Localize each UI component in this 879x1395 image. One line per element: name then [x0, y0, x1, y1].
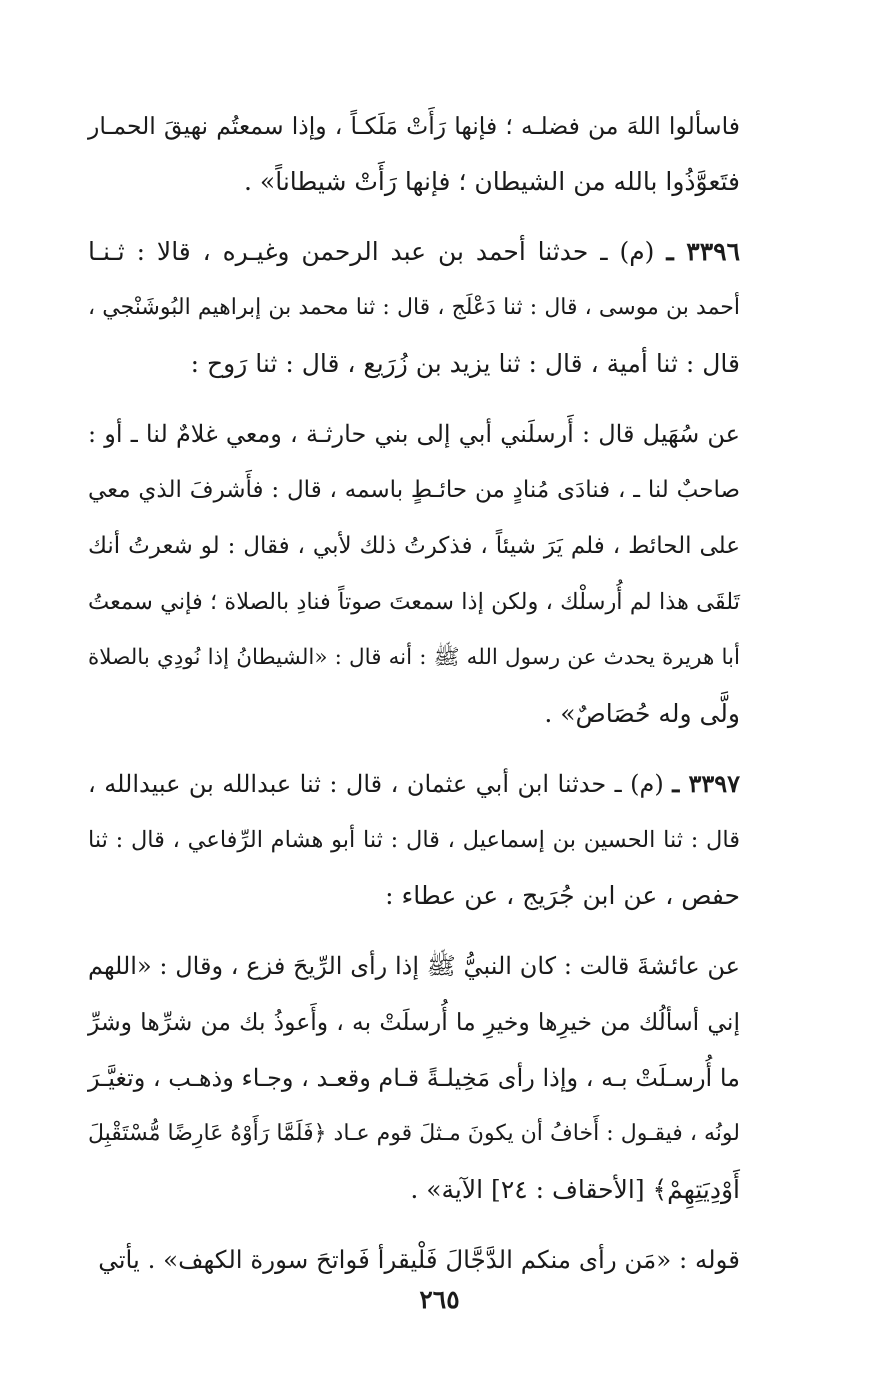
- text-line: حفص ، عن ابن جُرَيج ، عن عطاء :: [385, 881, 740, 910]
- page-text: [88, 98, 740, 1288]
- paragraph-gap: [88, 924, 740, 938]
- text-line: تَلقَى هذا لم أُرسلْك ، ولكن إذا سمعتَ صوتاً فنادِ بالصلاة ؛ فإني سمعتُ: [88, 589, 740, 615]
- hadith-chain-text: (م) ـ حدثنا ابن أبي عثمان ، قال : ثنا عبدالله بن عبيدالله ،: [88, 770, 664, 798]
- text-line: أحمد بن موسى ، قال : ثنا دَعْلَج ، قال : ثنا محمد بن إبراهيم البُوشَنْجي ،: [88, 295, 740, 320]
- paragraph-gap: [88, 210, 740, 224]
- text-line: قوله : «مَن رأى منكم الدَّجَّالَ فَلْيقرأ فَواتحَ سورة الكهف» . يأتي: [98, 1245, 740, 1274]
- paragraph-gap: [88, 392, 740, 406]
- text-line: عن سُهَيل قال : أَرسلَني أبي إلى بني حارثـة ، ومعي غلامٌ لنا ـ أو :: [88, 420, 740, 448]
- text-line: أبا هريرة يحدث عن رسول الله ﷺ : أنه قال : «الشيطانُ إذا نُودِي بالصلاة: [88, 645, 740, 670]
- text-line: صاحبٌ لنا ـ ، فنادَى مُنادٍ من حائـطٍ باسمه ، قال : فأَشرفَ الذي معي: [88, 477, 740, 503]
- hadith-chain-text: (م) ـ حدثنا أحمد بن عبد الرحمن وغيـره ، قالا : ثـنـا: [88, 237, 655, 266]
- text-line: ولَّى وله حُصَاصٌ» .: [544, 699, 740, 728]
- text-line: [88, 756, 740, 812]
- paragraph-gap: [88, 742, 740, 756]
- text-line: على الحائط ، فلم يَرَ شيئاً ، فذكرتُ ذلك لأبي ، فقال : لو شعرتُ أنك: [88, 533, 740, 559]
- hadith-number: ٣٣٩٧ ـ: [672, 769, 740, 798]
- text-line: عن عائشةَ قالت : كان النبيُّ ﷺ إذا رأى الرِّيحَ فزع ، وقال : «اللهم: [88, 952, 740, 980]
- text-line: [88, 224, 740, 280]
- text-line: أَوْدِيَتِهِمْ﴾ [الأحقاف : ٢٤] الآية» .: [410, 1175, 740, 1204]
- hadith-number: ٣٣٩٦ ـ: [666, 237, 740, 266]
- text-line: فتَعوَّذُوا بالله من الشيطان ؛ فإنها رَأَتْ شيطاناً» .: [244, 167, 740, 196]
- text-line: قال : ثنا أمية ، قال : ثنا يزيد بن زُرَيع ، قال : ثنا رَوح :: [190, 349, 740, 378]
- paragraph-gap: [88, 1218, 740, 1232]
- text-line: لونُه ، فيقـول : أَخافُ أن يكونَ مـثلَ قوم عـاد ﴿فَلَمَّا رَأَوْهُ عَارِضًا مُّسْتَقْبِلَ: [88, 1121, 740, 1146]
- text-line: ما أُرسـلَتْ بـه ، وإذا رأى مَخِيلـةً قـام وقعـد ، وجـاء وذهـب ، وتغيَّـرَ: [87, 1064, 740, 1092]
- text-line: فاسألوا اللهَ من فضلـه ؛ فإنها رَأَتْ مَلَكـاً ، وإذا سمعتُم نهيقَ الحمـار: [88, 112, 740, 140]
- text-line: إني أسألُك من خيرِها وخيرِ ما أُرسلَتْ به ، وأَعوذُ بك من شرِّها وشرِّ: [88, 1008, 740, 1036]
- page-number: ٢٦٥: [419, 1285, 460, 1314]
- text-line: قال : ثنا الحسين بن إسماعيل ، قال : ثنا أبو هشام الرِّفاعي ، قال : ثنا: [88, 827, 740, 853]
